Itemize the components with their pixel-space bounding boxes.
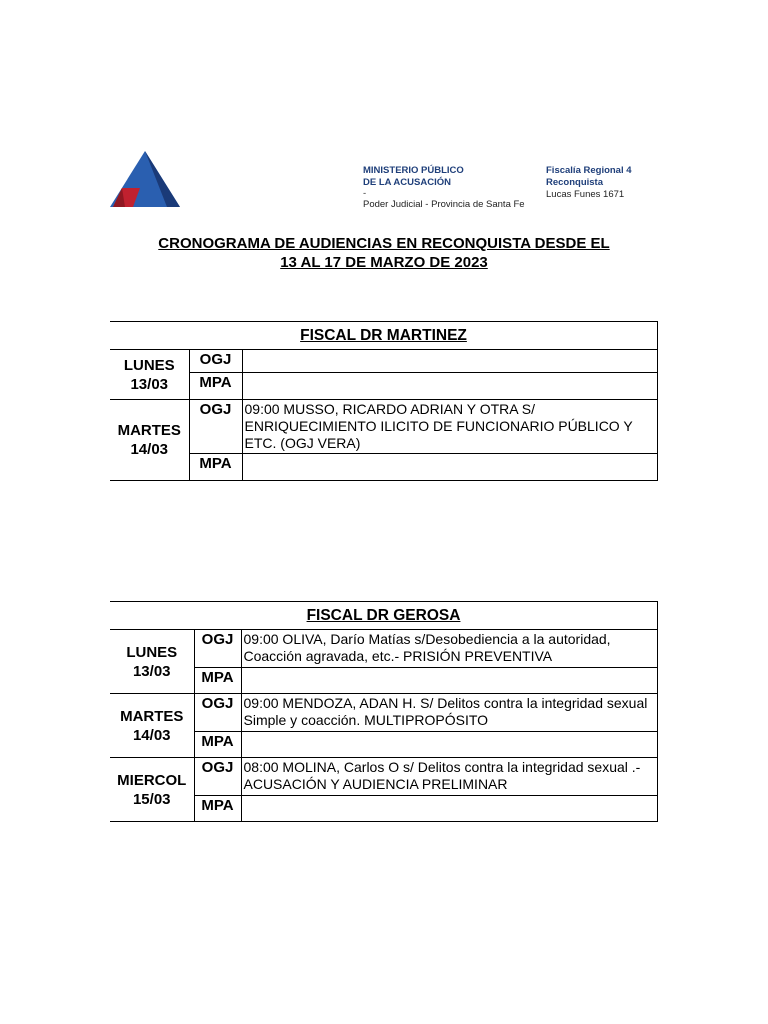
hearing-entry (241, 668, 658, 694)
hearing-entry (242, 373, 658, 400)
hearing-entry: 09:00 MUSSO, RICARDO ADRIAN Y OTRA S/ ENRIQUECIMIENTO ILICITO DE FUNCIONARIO PÚBLICO Y ETC. (OGJ VERA) (242, 400, 658, 454)
ogj-label: OGJ (189, 400, 242, 454)
org-line-2: DE LA ACUSACIÓN (363, 177, 451, 188)
fiscal-header: FISCAL DR GEROSA (110, 602, 658, 630)
title-line-2: 13 AL 17 DE MARZO DE 2023 (280, 254, 488, 271)
organization-block (363, 165, 525, 211)
day-name: LUNES (123, 356, 175, 374)
hearing-entry (242, 350, 658, 373)
ogj-label: OGJ (189, 350, 242, 373)
mpa-label: MPA (194, 796, 241, 822)
day-date: 14/03 (132, 726, 171, 744)
mpa-label: MPA (194, 732, 241, 758)
day-date: 13/03 (132, 662, 171, 680)
ministerio-logo-icon (109, 150, 181, 210)
day-date: 13/03 (130, 375, 169, 393)
hearing-entry: 08:00 MOLINA, Carlos O s/ Delitos contra la integridad sexual .- ACUSACIÓN Y AUDIENCIA PRELIMINAR (241, 758, 658, 796)
hearing-entry: 09:00 OLIVA, Darío Matías s/Desobediencia a la autoridad, Coacción agravada, etc.- PRISIÓN PREVENTIVA (241, 630, 658, 668)
region-line-2: Reconquista (546, 177, 604, 188)
region-line-1: Fiscalía Regional 4 (546, 165, 632, 176)
ogj-label: OGJ (194, 694, 241, 732)
hearing-entry (241, 732, 658, 758)
day-name: LUNES (126, 643, 178, 661)
hearing-entry (242, 454, 658, 481)
region-block (546, 165, 632, 201)
day-name: MARTES (117, 422, 181, 439)
fiscal-header: FISCAL DR MARTINEZ (110, 322, 658, 350)
day-cell (110, 630, 194, 694)
org-line-1: MINISTERIO PÚBLICO (363, 165, 464, 176)
title-line-1: CRONOGRAMA DE AUDIENCIAS EN RECONQUISTA DESDE EL (158, 235, 610, 252)
ogj-label: OGJ (194, 630, 241, 668)
day-cell (110, 350, 189, 400)
mpa-label: MPA (189, 454, 242, 481)
hearing-entry (241, 796, 658, 822)
day-name: MIERCOL (117, 771, 187, 789)
day-cell (110, 400, 189, 481)
day-cell (110, 758, 194, 822)
ogj-label: OGJ (194, 758, 241, 796)
day-cell (110, 694, 194, 758)
org-line-3: Poder Judicial - Provincia de Santa Fe (363, 199, 525, 210)
schedule-table-martinez (110, 321, 658, 481)
day-name: MARTES (120, 707, 184, 725)
region-line-3: Lucas Funes 1671 (546, 189, 625, 200)
document-title (100, 234, 668, 272)
org-dash: - (363, 188, 367, 199)
hearing-entry: 09:00 MENDOZA, ADAN H. S/ Delitos contra la integridad sexual Simple y coacción. MULTIPROPÓSITO (241, 694, 658, 732)
schedule-table-gerosa (110, 601, 658, 822)
day-date: 14/03 (130, 441, 169, 458)
day-date: 15/03 (132, 790, 171, 808)
mpa-label: MPA (194, 668, 241, 694)
mpa-label: MPA (189, 373, 242, 400)
